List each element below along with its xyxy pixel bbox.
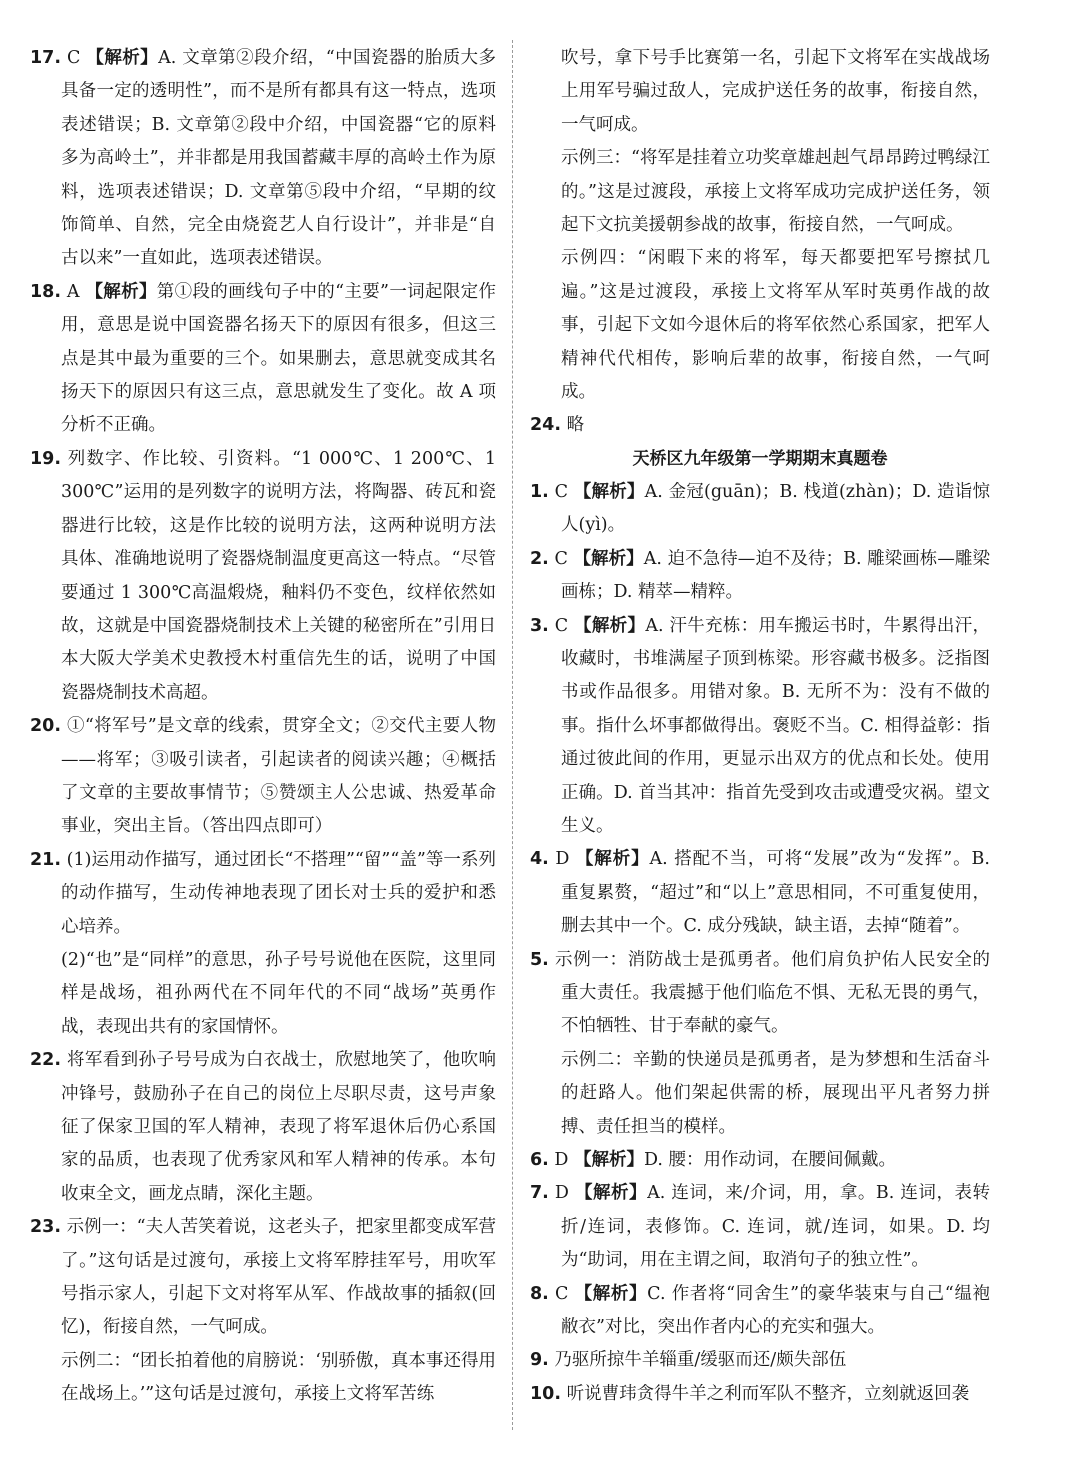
question-number: 4. [530, 849, 549, 870]
column-divider [512, 40, 513, 1430]
answer-22 [30, 1044, 496, 1211]
right-column [530, 42, 990, 1411]
answer-choice: D [555, 849, 570, 870]
answer-text: 示例二：辛勤的快递员是孤勇者，是为梦想和生活奋斗的赶路人。他们架起供需的桥，展现出平凡者努力拼搏、责任担当的模样。 [561, 1049, 990, 1137]
answer-5 [530, 944, 990, 1044]
answer-1 [530, 476, 990, 543]
section-title: 天桥区九年级第一学期期末真题卷 [632, 448, 888, 469]
answer-text: 示例三：“将军是挂着立功奖章雄赳赳气昂昂跨过鸭绿江的。”这是过渡段，承接上文将军成功完成护送任务，领起下文抗美援朝参战的故事，衔接自然，一气呵成。 [561, 148, 990, 236]
answer-text: A. 连词，来/介词，用，拿。B. 连词，表转折/连词，表修饰。C. 连词，就/连词，如果。D. 均为“助词，用在主谓之间，取消句子的独立性”。 [561, 1183, 990, 1271]
question-number: 6. [530, 1150, 549, 1170]
answer-choice: A [66, 281, 80, 302]
answer-9 [530, 1344, 990, 1377]
answer-23 [30, 1211, 496, 1345]
answer-text: 听说曹玮贪得牛羊之利而军队不整齐，立刻就返回袭 [566, 1383, 970, 1404]
answer-23-example-2 [30, 1345, 496, 1412]
question-number: 8. [530, 1283, 549, 1304]
left-column [30, 42, 496, 1412]
answer-3 [530, 610, 990, 844]
answer-choice: C [554, 548, 568, 569]
answer-text: A. 金冠(guān)；B. 栈道(zhàn)；D. 造诣惊人(yì)。 [561, 481, 990, 536]
answer-text: 列数字、作比较、引资料。“1 000℃、1 200℃、1 300℃”运用的是列数字的说明方法，将陶器、砖瓦和瓷器进行比较，这是作比较的说明方法，这两种说明方法具体、准确地说明了瓷器烧制温度更高这一特点。“尽管要通过 1 300℃高温煅烧，釉料仍不变色，纹样依然如故，这就是中国瓷器烧制技术上关键的秘密所在”引用日本大阪大学美术史教授木村重信先生的话，说明了中国瓷器烧制技术高超。 [61, 448, 496, 703]
answer-text: (2)“也”是“同样”的意思，孙子号号说他在医院，这里同样是战场，祖孙两代在不同年代的不同“战场”英勇作战，表现出共有的家国情怀。 [61, 949, 496, 1037]
analysis-tag: 【解析】 [573, 548, 644, 569]
analysis-tag: 【解析】 [574, 1150, 645, 1170]
answer-text: A. 文章第②段介绍，“中国瓷器的胎质大多具备一定的透明性”，而不是所有都具有这一特点，选项表述错误；B. 文章第②段中介绍，中国瓷器“它的原料多为高岭土”，并非都是用我国蓄藏丰厚的高岭土作为原料，选项表述错误；D. 文章第⑤段中介绍，“早期的纹饰简单、自然，完全由烧瓷艺人自行设计”，并非是“自古以来”一直如此，选项表述错误。 [61, 48, 496, 269]
answer-text: 将军看到孙子号号成为白衣战士，欣慰地笑了，他吹响冲锋号，鼓励孙子在自己的岗位上尽职尽责，这号声象征了保家卫国的军人精神，表现了将军退休后仍心系国家的品质，也表现了优秀家风和军人精神的传承。本句收束全文，画龙点睛，深化主题。 [61, 1050, 496, 1204]
answer-21 [30, 844, 496, 944]
answer-21-part-2 [30, 944, 496, 1044]
answer-text: D. 腰：用作动词，在腰间佩戴。 [644, 1150, 897, 1170]
question-number: 22. [30, 1050, 62, 1071]
analysis-tag: 【解析】 [86, 48, 159, 68]
question-number: 17. [30, 48, 62, 68]
answer-23-continued [530, 42, 990, 142]
answer-text: 吹号，拿下号手比赛第一名，引起下文将军在实战战场上用军号骗过敌人，完成护送任务的故事，衔接自然，一气呵成。 [561, 48, 990, 135]
answer-6 [530, 1144, 990, 1177]
question-number: 7. [530, 1183, 549, 1204]
question-number: 10. [530, 1383, 562, 1404]
answer-text: 第①段的画线句子中的“主要”一词起限定作用，意思是说中国瓷器名扬天下的原因有很多，但这三点是其中最为重要的三个。如果删去，意思就变成其名扬天下的原因只有这三点，意思就发生了变化。故 A 项分析不正确。 [61, 281, 496, 436]
answer-23-example-4 [530, 242, 990, 409]
question-number: 20. [30, 716, 62, 737]
question-number: 2. [530, 548, 549, 569]
answer-text: C. 作者将“同舍生”的豪华装束与自己“缊袍敝衣”对比，突出作者内心的充实和强大。 [561, 1283, 990, 1338]
answer-24 [530, 409, 990, 442]
question-number: 5. [530, 949, 549, 970]
analysis-tag: 【解析】 [574, 615, 646, 636]
question-number: 9. [530, 1350, 549, 1371]
answer-text: 示例一：“夫人苦笑着说，这老头子，把家里都变成军营了。”这句话是过渡句，承接上文将军脖挂军号，用吹军号指示家人，引起下文对将军从军、作战故事的插叙(回忆)，衔接自然，一气呵成。 [61, 1217, 496, 1338]
answer-18 [30, 276, 496, 443]
answer-2 [530, 543, 990, 610]
answer-8 [530, 1278, 990, 1345]
question-number: 3. [530, 615, 549, 636]
answer-10 [530, 1378, 990, 1411]
answer-5-example-2 [530, 1044, 990, 1144]
answer-choice: C [554, 615, 569, 636]
answer-text: 乃驱所掠牛羊辎重/缓驱而还/颇失部伍 [554, 1350, 847, 1371]
answer-20 [30, 710, 496, 844]
answer-text: ①“将军号”是文章的线索，贯穿全文；②交代主要人物——将军；③吸引读者，引起读者的阅读兴趣；④概括了文章的主要故事情节；⑤赞颂主人公忠诚、热爱革命事业，突出主旨。（答出四点即可） [61, 716, 496, 837]
answer-text: A. 迫不急待—迫不及待；B. 雕梁画栋—雕梁画栋；D. 精萃—精粹。 [561, 548, 990, 603]
question-number: 24. [530, 415, 562, 436]
answer-17 [30, 42, 496, 276]
answer-23-example-3 [530, 142, 990, 242]
answer-19 [30, 443, 496, 710]
answer-text: A. 汗牛充栋：用车搬运书时，牛累得出汗，收藏时，书堆满屋子顶到栋梁。形容藏书极多。泛指图书或作品很多。用错对象。B. 无所不为：没有不做的事。指什么坏事都做得出。褒贬不当。C. 相得益彰：指通过彼此间的作用，更显示出双方的优点和长处。使用正确。D. 首当其冲：指首先受到攻击或遭受灾祸。望文生义。 [561, 615, 990, 836]
answer-4 [530, 843, 990, 943]
answer-text: A. 搭配不当，可将“发展”改为“发挥”。B. 重复累赘，“超过”和“以上”意思相同，不可重复使用，删去其中一个。C. 成分残缺，缺主语，去掉“随着”。 [561, 849, 990, 937]
answer-text: 示例四：“闲暇下来的将军，每天都要把军号擦拭几遍。”这是过渡段，承接上文将军从军时英勇作战的故事，引起下文如今退休后的将军依然心系国家，把军人精神代代相传，影响后辈的故事，衔接自然，一气呵成。 [561, 248, 990, 403]
question-number: 18. [30, 281, 62, 302]
answer-7 [530, 1177, 990, 1277]
analysis-tag: 【解析】 [85, 281, 157, 302]
answer-text: 略 [566, 415, 585, 436]
question-number: 19. [30, 448, 62, 469]
question-number: 1. [530, 481, 549, 502]
answer-text: (1)运用动作描写，通过团长“不搭理”“留”“盖”等一系列的动作描写，生动传神地表现了团长对士兵的爱护和悉心培养。 [61, 849, 496, 937]
analysis-tag: 【解析】 [575, 1183, 648, 1204]
answer-text: 示例一：消防战士是孤勇者。他们肩负护佑人民安全的重大责任。我震撼于他们临危不惧、无私无畏的勇气，不怕牺牲、甘于奉献的豪气。 [555, 949, 990, 1037]
question-number: 23. [30, 1217, 62, 1238]
analysis-tag: 【解析】 [575, 849, 650, 870]
answer-text: 示例二：“团长拍着他的肩膀说：‘别骄傲，真本事还得用在战场上。’”这句话是过渡句，承接上文将军苦练 [61, 1350, 496, 1405]
answer-choice: D [554, 1183, 569, 1204]
answer-choice: C [554, 481, 568, 502]
analysis-tag: 【解析】 [573, 481, 645, 502]
answer-choice: C [555, 1283, 569, 1304]
answer-choice: C [67, 48, 81, 68]
answer-choice: D [554, 1150, 569, 1170]
analysis-tag: 【解析】 [574, 1283, 648, 1304]
question-number: 21. [30, 849, 62, 870]
